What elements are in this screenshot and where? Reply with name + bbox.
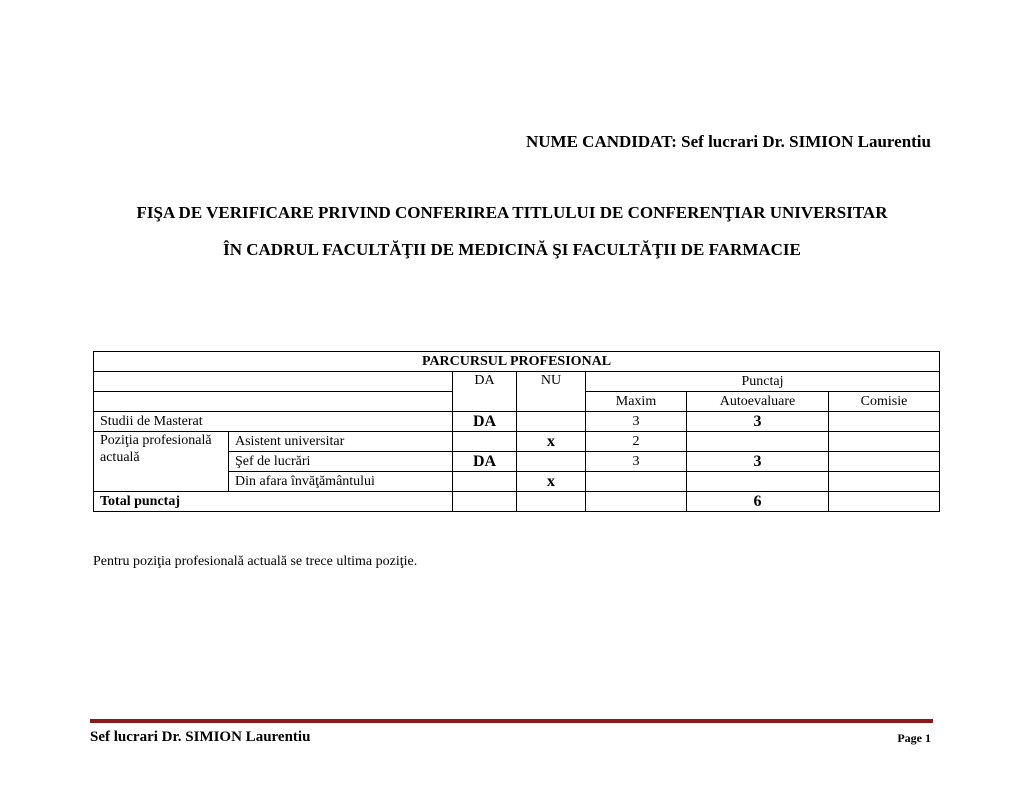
footer-author: Sef lucrari Dr. SIMION Laurentiu (90, 729, 311, 745)
table-row-masterat (94, 412, 940, 432)
cell-autoevaluare (687, 472, 829, 492)
cell-comisie (829, 472, 940, 492)
cell-maxim: 3 (586, 452, 687, 472)
header-maxim: Maxim (586, 392, 687, 412)
cell-maxim (586, 492, 687, 512)
cell-comisie (829, 492, 940, 512)
professional-path-table (93, 351, 940, 512)
total-label: Total punctaj (94, 492, 453, 512)
candidate-name: NUME CANDIDAT: Sef lucrari Dr. SIMION Laurentiu (525, 132, 931, 151)
footer-divider (90, 719, 933, 723)
header-da: DA (453, 372, 517, 412)
cell-nu (517, 412, 586, 432)
table-header-row (94, 372, 940, 392)
total-autoevaluare: 6 (687, 492, 829, 512)
table-row-total (94, 492, 940, 512)
cell-da: DA (453, 412, 517, 432)
cell-da (453, 432, 517, 452)
header-punctaj: Punctaj (586, 372, 940, 392)
cell-autoevaluare (687, 432, 829, 452)
cell-comisie (829, 452, 940, 472)
table-caption: PARCURSUL PROFESIONAL (94, 352, 940, 372)
cell-maxim: 3 (586, 412, 687, 432)
table-row-asistent (94, 432, 940, 452)
row-label: Studii de Masterat (94, 412, 453, 432)
row-label: Din afara învăţământului (229, 472, 453, 492)
cell-maxim (586, 472, 687, 492)
header-comisie: Comisie (829, 392, 940, 412)
subheader-empty-cell (94, 392, 453, 412)
header-nu: NU (517, 372, 586, 412)
cell-nu (517, 492, 586, 512)
document-title-line-1: FIŞA DE VERIFICARE PRIVIND CONFERIREA TITLULUI DE CONFERENŢIAR UNIVERSITAR (136, 203, 888, 222)
page-number: Page 1 (897, 731, 931, 745)
cell-nu (517, 452, 586, 472)
cell-da (453, 492, 517, 512)
row-label: Asistent universitar (229, 432, 453, 452)
cell-autoevaluare: 3 (687, 412, 829, 432)
footnote: Pentru poziţia profesională actuală se trece ultima poziţie. (93, 554, 418, 569)
cell-nu: x (517, 472, 586, 492)
cell-da (453, 472, 517, 492)
position-group-label: Poziţia profesională actuală (94, 432, 229, 492)
header-autoevaluare: Autoevaluare (687, 392, 829, 412)
cell-da: DA (453, 452, 517, 472)
document-title-line-2: ÎN CADRUL FACULTĂŢII DE MEDICINĂ ŞI FACULTĂŢII DE FARMACIE (223, 240, 801, 259)
row-label: Şef de lucrări (229, 452, 453, 472)
table-caption-row (94, 352, 940, 372)
header-empty-cell (94, 372, 453, 392)
cell-nu: x (517, 432, 586, 452)
cell-autoevaluare: 3 (687, 452, 829, 472)
cell-comisie (829, 432, 940, 452)
cell-comisie (829, 412, 940, 432)
cell-maxim: 2 (586, 432, 687, 452)
